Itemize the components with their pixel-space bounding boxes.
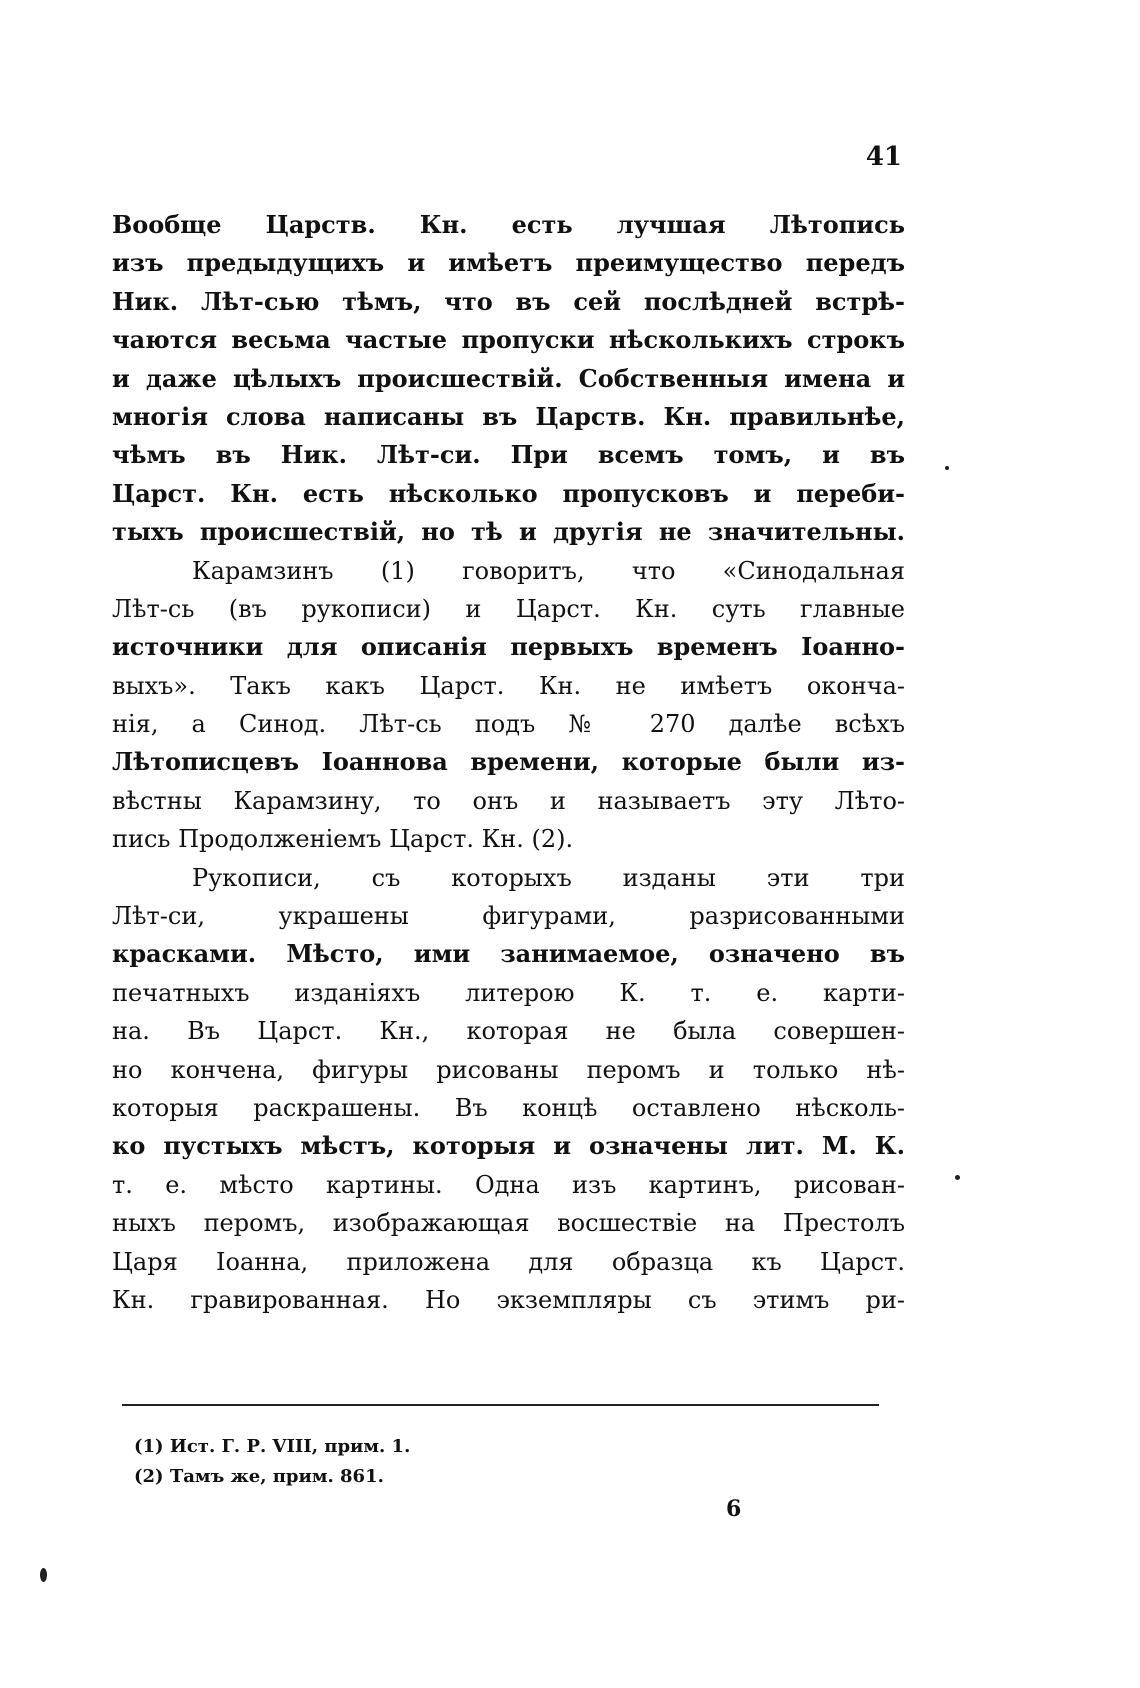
page-number: 41	[865, 142, 902, 172]
text-line: Лѣт-си, украшены фигурами, разрисованными	[112, 902, 905, 931]
text-line: Царя Іоанна, приложена для образца къ Царст.	[112, 1247, 905, 1276]
footnote-2: (2) Тамъ же, прим. 861.	[134, 1466, 384, 1487]
text-line: вѣстны Карамзину, то онъ и называетъ эту Лѣто-	[112, 786, 905, 815]
text-line: печатныхъ изданіяхъ литерою К. т. е. карти-	[112, 978, 905, 1007]
print-speck	[945, 466, 949, 470]
text-line: но кончена, фигуры рисованы перомъ и только нѣ-	[112, 1055, 905, 1084]
text-line: многія слова написаны въ Царств. Кн. правильнѣе,	[112, 401, 905, 431]
text-line: ко пустыхъ мѣстъ, которыя и означены лит. М. К.	[112, 1131, 905, 1161]
text-line: ныхъ перомъ, изображающая восшествіе на Престолъ	[112, 1209, 905, 1238]
signature-mark: 6	[726, 1496, 742, 1522]
text-line: пись Продолженіемъ Царст. Кн. (2).	[112, 825, 574, 854]
text-line: тыхъ происшествій, но тѣ и другія не значительны.	[112, 517, 905, 547]
text-line: источники для описанія первыхъ временъ Іоанно-	[112, 632, 905, 662]
text-line: которыя раскрашены. Въ концѣ оставлено нѣсколь-	[112, 1093, 905, 1122]
text-line: Лѣтописцевъ Іоаннова времени, которые были из-	[112, 747, 905, 777]
text-line: Карамзинъ (1) говоритъ, что «Синодальная	[192, 556, 905, 585]
text-line: т. е. мѣсто картины. Одна изъ картинъ, рисован-	[112, 1170, 905, 1199]
body-text	[112, 206, 905, 1319]
text-line: Кн. гравированная. Но экземпляры съ этимъ ри-	[112, 1285, 905, 1314]
footnote-divider	[122, 1404, 879, 1406]
text-line: изъ предыдущихъ и имѣетъ преимущество передъ	[112, 248, 905, 278]
text-line: на. Въ Царст. Кн., которая не была совершен-	[112, 1017, 905, 1046]
text-line: чаются весьма частые пропуски нѣсколькихъ строкъ	[112, 325, 905, 355]
footnotes	[134, 1432, 554, 1492]
text-line: Царст. Кн. есть нѣсколько пропусковъ и переби-	[112, 478, 905, 508]
footnote-1: (1) Ист. Г. Р. VIII, прим. 1.	[134, 1436, 411, 1457]
text-line: Вообще Царств. Кн. есть лучшая Лѣтопись	[112, 210, 905, 239]
print-speck	[40, 1568, 47, 1582]
print-speck	[955, 1175, 960, 1180]
text-line: Ник. Лѣт-сью тѣмъ, что въ сей послѣдней встрѣ-	[112, 286, 905, 316]
text-line: Лѣт-сь (въ рукописи) и Царст. Кн. суть главные	[112, 594, 905, 623]
text-line: Рукописи, съ которыхъ изданы эти три	[192, 863, 905, 892]
text-line: чѣмъ въ Ник. Лѣт-си. При всемъ томъ, и въ	[112, 440, 905, 470]
text-line: и даже цѣлыхъ происшествій. Собственныя имена и	[112, 363, 905, 393]
text-line: красками. Мѣсто, ими занимаемое, означено въ	[112, 939, 905, 969]
text-line: нія, а Синод. Лѣт-сь подъ № 270 далѣе всѣхъ	[112, 710, 905, 739]
text-line: выхъ». Такъ какъ Царст. Кн. не имѣетъ оконча-	[112, 671, 905, 700]
